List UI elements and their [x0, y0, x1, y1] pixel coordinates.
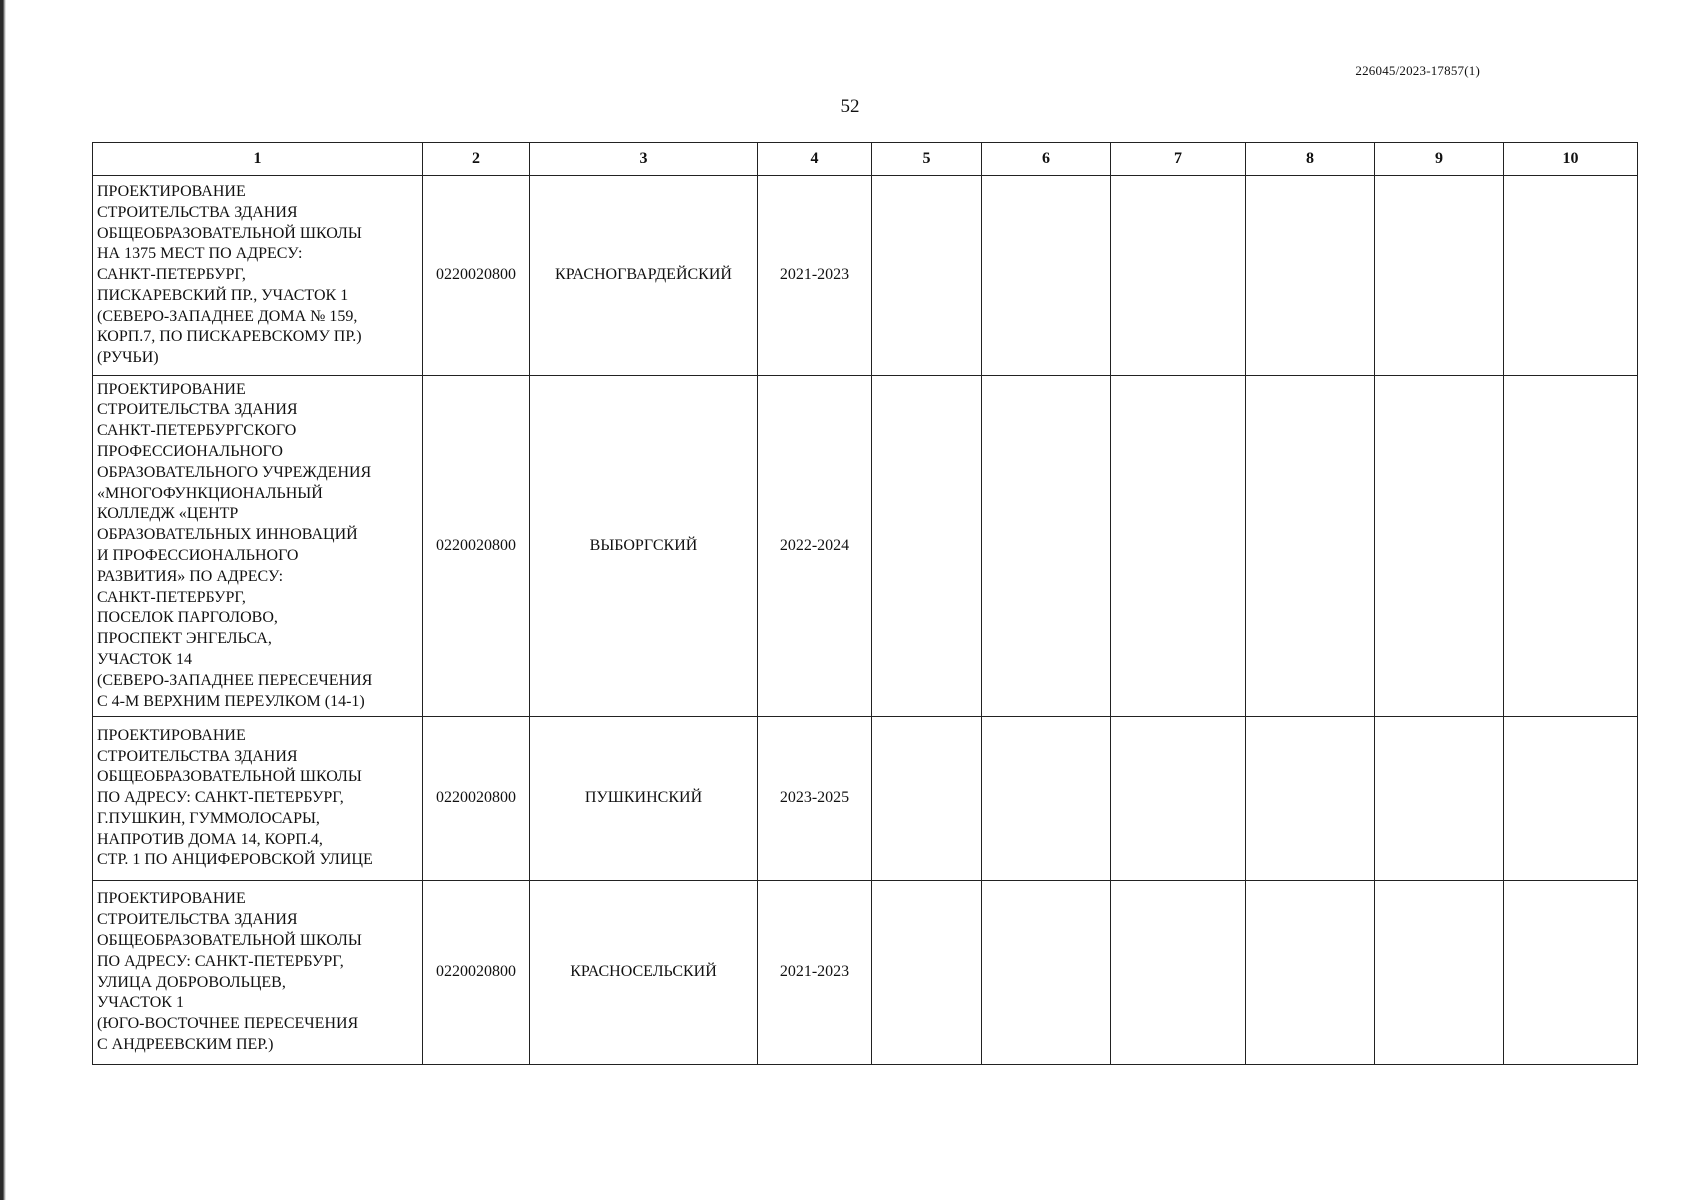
empty-cell — [1504, 376, 1638, 717]
period-cell: 2021-2023 — [758, 881, 872, 1065]
period-cell: 2023-2025 — [758, 717, 872, 881]
empty-cell — [1246, 376, 1375, 717]
empty-cell — [982, 717, 1111, 881]
column-header: 1 — [93, 143, 423, 176]
column-header: 8 — [1246, 143, 1375, 176]
table-body — [93, 143, 1638, 1065]
empty-cell — [982, 376, 1111, 717]
table-row — [93, 176, 1638, 376]
empty-cell — [1504, 881, 1638, 1065]
scan-edge — [0, 0, 6, 1200]
page-number: 52 — [840, 96, 860, 117]
column-header: 10 — [1504, 143, 1638, 176]
empty-cell — [1504, 717, 1638, 881]
empty-cell — [1111, 376, 1246, 717]
column-header: 7 — [1111, 143, 1246, 176]
budget-code-cell: 0220020800 — [423, 176, 530, 376]
empty-cell — [872, 176, 982, 376]
column-header: 2 — [423, 143, 530, 176]
table-row — [93, 717, 1638, 881]
empty-cell — [982, 176, 1111, 376]
project-description-cell: ПРОЕКТИРОВАНИЕ СТРОИТЕЛЬСТВА ЗДАНИЯ ОБЩЕОБРАЗОВАТЕЛЬНОЙ ШКОЛЫ ПО АДРЕСУ: САНКТ-ПЕТЕРБУРГ, УЛИЦА ДОБРОВОЛЬЦЕВ, УЧАСТОК 1 (ЮГО-ВОСТОЧНЕЕ ПЕРЕСЕЧЕНИЯ С АНДРЕЕВСКИМ ПЕР.) — [93, 881, 423, 1065]
empty-cell — [982, 881, 1111, 1065]
project-description-cell: ПРОЕКТИРОВАНИЕ СТРОИТЕЛЬСТВА ЗДАНИЯ ОБЩЕОБРАЗОВАТЕЛЬНОЙ ШКОЛЫ НА 1375 МЕСТ ПО АДРЕСУ: САНКТ-ПЕТЕРБУРГ, ПИСКАРЕВСКИЙ ПР., УЧАСТОК 1 (СЕВЕРО-ЗАПАДНЕЕ ДОМА № 159, КОРП.7, ПО ПИСКАРЕВСКОМУ ПР.) (РУЧЬИ) — [93, 176, 423, 376]
project-description-cell: ПРОЕКТИРОВАНИЕ СТРОИТЕЛЬСТВА ЗДАНИЯ ОБЩЕОБРАЗОВАТЕЛЬНОЙ ШКОЛЫ ПО АДРЕСУ: САНКТ-ПЕТЕРБУРГ, Г.ПУШКИН, ГУММОЛОСАРЫ, НАПРОТИВ ДОМА 14, КОРП.4, СТР. 1 ПО АНЦИФЕРОВСКОЙ УЛИЦЕ — [93, 717, 423, 881]
empty-cell — [1111, 881, 1246, 1065]
table-row — [93, 881, 1638, 1065]
table-row — [93, 376, 1638, 717]
empty-cell — [872, 881, 982, 1065]
empty-cell — [1111, 717, 1246, 881]
district-cell: КРАСНОСЕЛЬСКИЙ — [530, 881, 758, 1065]
column-header: 6 — [982, 143, 1111, 176]
empty-cell — [1375, 176, 1504, 376]
data-table — [92, 142, 1638, 1065]
empty-cell — [872, 376, 982, 717]
empty-cell — [1504, 176, 1638, 376]
document-registration-number: 226045/2023-17857(1) — [1355, 63, 1480, 78]
district-cell: КРАСНОГВАРДЕЙСКИЙ — [530, 176, 758, 376]
empty-cell — [1246, 176, 1375, 376]
empty-cell — [1111, 176, 1246, 376]
budget-code-cell: 0220020800 — [423, 376, 530, 717]
period-cell: 2022-2024 — [758, 376, 872, 717]
empty-cell — [1375, 376, 1504, 717]
district-cell: ПУШКИНСКИЙ — [530, 717, 758, 881]
budget-code-cell: 0220020800 — [423, 717, 530, 881]
empty-cell — [1375, 881, 1504, 1065]
budget-code-cell: 0220020800 — [423, 881, 530, 1065]
empty-cell — [1246, 717, 1375, 881]
column-header: 4 — [758, 143, 872, 176]
period-cell: 2021-2023 — [758, 176, 872, 376]
empty-cell — [1246, 881, 1375, 1065]
empty-cell — [1375, 717, 1504, 881]
table-header-row — [93, 143, 1638, 176]
empty-cell — [872, 717, 982, 881]
column-header: 3 — [530, 143, 758, 176]
column-header: 5 — [872, 143, 982, 176]
district-cell: ВЫБОРГСКИЙ — [530, 376, 758, 717]
project-description-cell: ПРОЕКТИРОВАНИЕ СТРОИТЕЛЬСТВА ЗДАНИЯ САНКТ-ПЕТЕРБУРГСКОГО ПРОФЕССИОНАЛЬНОГО ОБРАЗОВАТЕЛЬНОГО УЧРЕЖДЕНИЯ «МНОГОФУНКЦИОНАЛЬНЫЙ КОЛЛЕДЖ «ЦЕНТР ОБРАЗОВАТЕЛЬНЫХ ИННОВАЦИЙ И ПРОФЕССИОНАЛЬНОГО РАЗВИТИЯ» ПО АДРЕСУ: САНКТ-ПЕТЕРБУРГ, ПОСЕЛОК ПАРГОЛОВО, ПРОСПЕКТ ЭНГЕЛЬСА, УЧАСТОК 14 (СЕВЕРО-ЗАПАДНЕЕ ПЕРЕСЕЧЕНИЯ С 4-М ВЕРХНИМ ПЕРЕУЛКОМ (14-1) — [93, 376, 423, 717]
column-header: 9 — [1375, 143, 1504, 176]
